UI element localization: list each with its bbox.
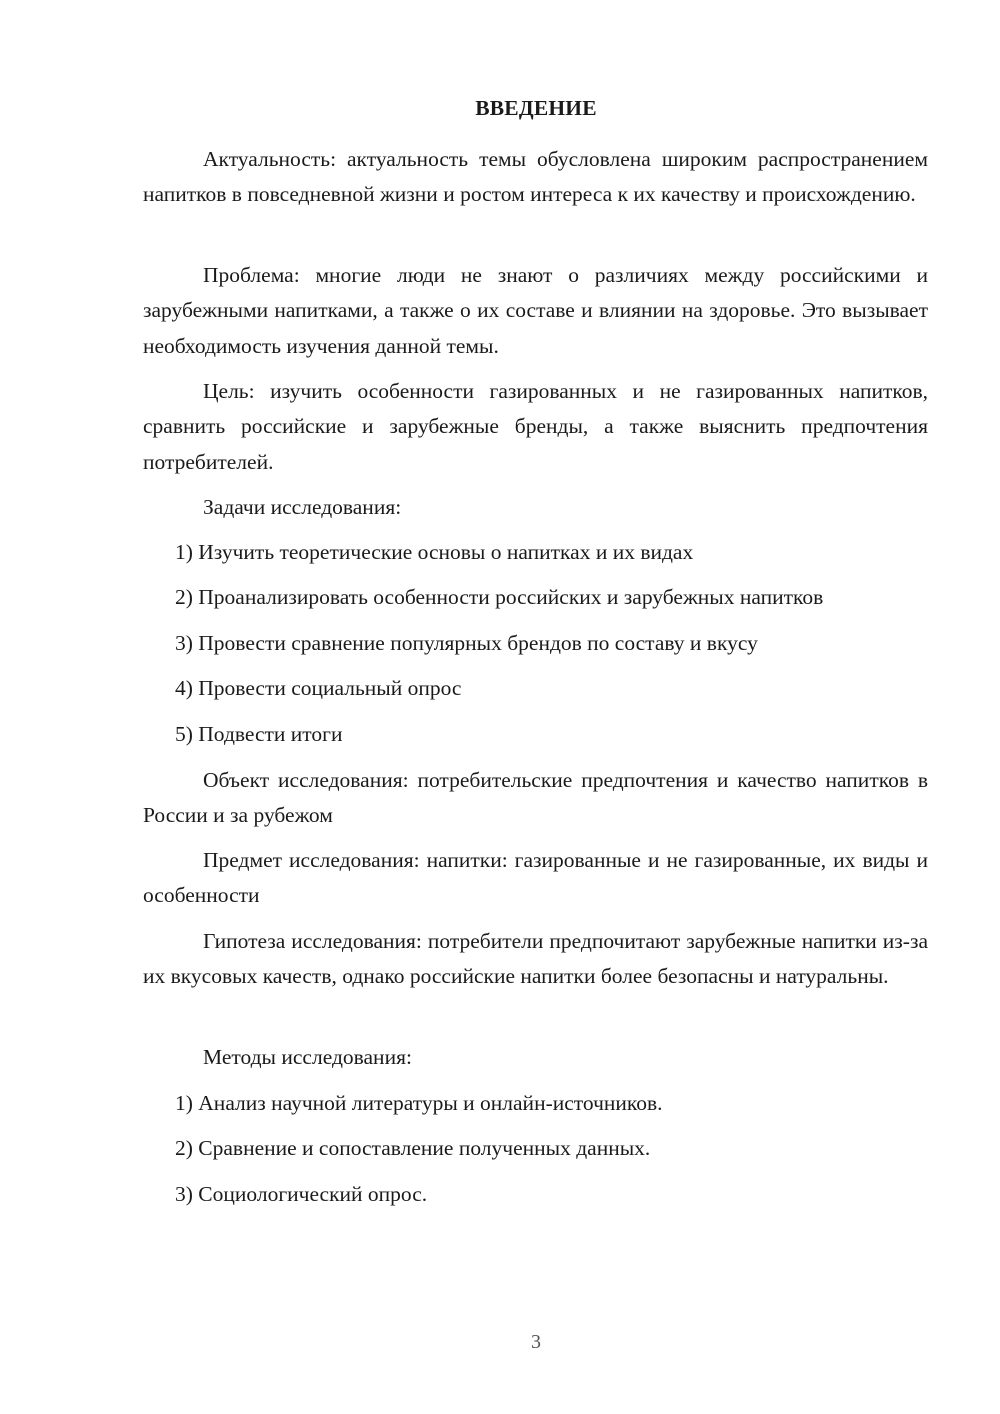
page-number: 3 [531,1331,541,1353]
relevance-paragraph: Актуальность: актуальность темы обусловлена широким распространением напитков в повседневной жизни и ростом интереса к их качеству и происхождению. [143,147,928,207]
page-title: ВВЕДЕНИЕ [475,96,597,120]
task-item: 4) Провести социальный опрос [175,676,462,700]
task-item: 1) Изучить теоретические основы о напитках и их видах [175,540,694,564]
method-item: 3) Социологический опрос. [175,1182,428,1206]
methods-heading: Методы исследования: [203,1045,412,1069]
tasks-heading: Задачи исследования: [203,495,402,519]
task-item: 3) Провести сравнение популярных брендов по составу и вкусу [175,631,758,655]
method-item: 2) Сравнение и сопоставление полученных данных. [175,1136,651,1160]
subject-paragraph: Предмет исследования: напитки: газированные и не газированные, их виды и особенности [143,848,928,908]
task-item: 5) Подвести итоги [175,722,343,746]
method-item: 1) Анализ научной литературы и онлайн-источников. [175,1091,663,1115]
hypothesis-paragraph: Гипотеза исследования: потребители предпочитают зарубежные напитки из-за их вкусовых качеств, однако российские напитки более безопасны и натуральны. [143,929,928,989]
goal-paragraph: Цель: изучить особенности газированных и не газированных напитков, сравнить российские и зарубежные бренды, а также выяснить предпочтения потребителей. [143,379,928,474]
object-paragraph: Объект исследования: потребительские предпочтения и качество напитков в России и за рубежом [143,768,928,828]
task-item: 2) Проанализировать особенности российских и зарубежных напитков [175,585,824,609]
problem-paragraph: Проблема: многие люди не знают о различиях между российскими и зарубежными напитками, а также о их составе и влиянии на здоровье. Это вызывает необходимость изучения данной темы. [143,263,928,358]
